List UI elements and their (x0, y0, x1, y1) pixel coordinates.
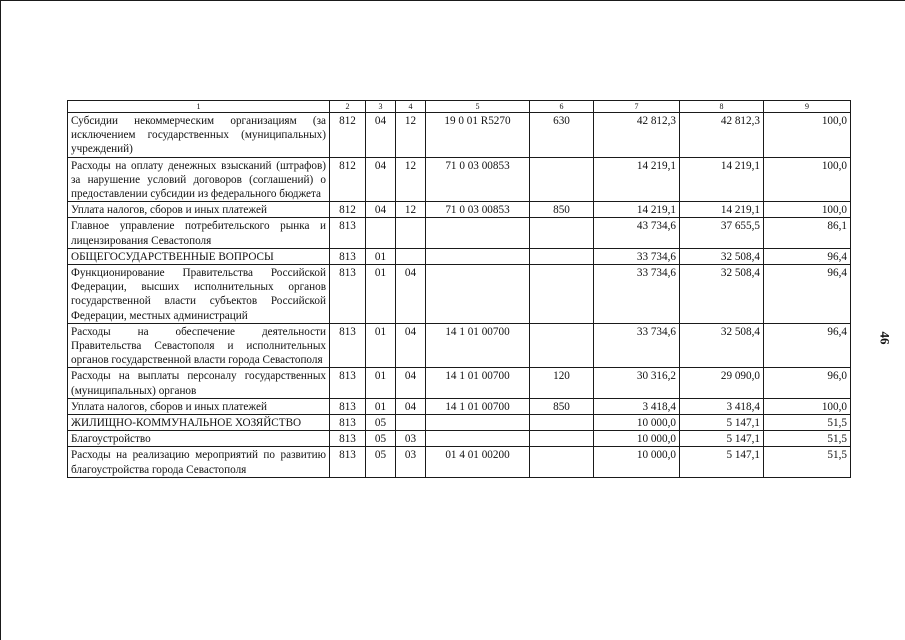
row-subsection-cell: 04 (396, 265, 426, 324)
row-actual-cell: 29 090,0 (680, 368, 764, 398)
row-target-article-cell: 14 1 01 00700 (426, 368, 530, 398)
row-actual-cell: 5 147,1 (680, 431, 764, 447)
row-subsection-cell: 12 (396, 157, 426, 202)
row-target-article-cell: 01 4 01 00200 (426, 447, 530, 477)
row-plan-cell: 3 418,4 (594, 398, 680, 414)
row-grbs-cell: 813 (330, 265, 366, 324)
row-name-cell: Функционирование Правительства Российской Федерации, высших исполнительных органов государственной власти субъектов Российской Федерации, местных администраций (68, 265, 330, 324)
row-name-cell: ЖИЛИЩНО-КОММУНАЛЬНОЕ ХОЗЯЙСТВО (68, 415, 330, 431)
row-percent-cell: 96,4 (764, 323, 851, 368)
row-subsection-cell (396, 218, 426, 248)
row-name-cell: Расходы на реализацию мероприятий по развитию благоустройства города Севастополя (68, 447, 330, 477)
row-expense-type-cell (530, 431, 594, 447)
column-header-9: 9 (764, 101, 851, 113)
row-section-cell: 05 (366, 447, 396, 477)
row-actual-cell: 14 219,1 (680, 157, 764, 202)
table-row (68, 218, 851, 248)
row-grbs-cell: 813 (330, 218, 366, 248)
column-header-8: 8 (680, 101, 764, 113)
row-percent-cell: 51,5 (764, 415, 851, 431)
table-row (68, 415, 851, 431)
table-row (68, 368, 851, 398)
row-name-cell: Расходы на выплаты персоналу государственных (муниципальных) органов (68, 368, 330, 398)
row-target-article-cell (426, 218, 530, 248)
row-percent-cell: 86,1 (764, 218, 851, 248)
row-section-cell: 01 (366, 368, 396, 398)
row-percent-cell: 96,0 (764, 368, 851, 398)
row-section-cell (366, 218, 396, 248)
row-plan-cell: 10 000,0 (594, 447, 680, 477)
row-name-cell: Субсидии некоммерческим организациям (за исключением государственных (муниципальных) учреждений) (68, 113, 330, 158)
row-expense-type-cell (530, 157, 594, 202)
row-plan-cell: 33 734,6 (594, 323, 680, 368)
row-percent-cell: 100,0 (764, 398, 851, 414)
row-subsection-cell (396, 248, 426, 264)
scan-border-left (0, 0, 1, 640)
row-grbs-cell: 813 (330, 415, 366, 431)
row-subsection-cell: 04 (396, 398, 426, 414)
row-target-article-cell (426, 265, 530, 324)
row-name-cell: Благоустройство (68, 431, 330, 447)
row-actual-cell: 37 655,5 (680, 218, 764, 248)
row-section-cell: 04 (366, 202, 396, 218)
row-actual-cell: 14 219,1 (680, 202, 764, 218)
row-section-cell: 01 (366, 398, 396, 414)
table-row (68, 248, 851, 264)
row-percent-cell: 96,4 (764, 265, 851, 324)
row-target-article-cell (426, 415, 530, 431)
row-percent-cell: 51,5 (764, 431, 851, 447)
row-target-article-cell (426, 431, 530, 447)
row-expense-type-cell (530, 265, 594, 324)
row-actual-cell: 32 508,4 (680, 248, 764, 264)
column-header-2: 2 (330, 101, 366, 113)
row-subsection-cell: 03 (396, 431, 426, 447)
row-percent-cell: 100,0 (764, 157, 851, 202)
column-header-4: 4 (396, 101, 426, 113)
column-header-3: 3 (366, 101, 396, 113)
row-section-cell: 04 (366, 113, 396, 158)
row-grbs-cell: 812 (330, 202, 366, 218)
row-name-cell: Уплата налогов, сборов и иных платежей (68, 398, 330, 414)
row-plan-cell: 42 812,3 (594, 113, 680, 158)
row-expense-type-cell: 630 (530, 113, 594, 158)
row-plan-cell: 33 734,6 (594, 265, 680, 324)
row-grbs-cell: 813 (330, 431, 366, 447)
row-actual-cell: 5 147,1 (680, 415, 764, 431)
row-grbs-cell: 813 (330, 248, 366, 264)
row-grbs-cell: 812 (330, 157, 366, 202)
row-expense-type-cell: 850 (530, 202, 594, 218)
row-expense-type-cell (530, 323, 594, 368)
row-percent-cell: 96,4 (764, 248, 851, 264)
scan-border-top (0, 0, 905, 1)
row-percent-cell: 51,5 (764, 447, 851, 477)
row-target-article-cell: 14 1 01 00700 (426, 398, 530, 414)
row-actual-cell: 32 508,4 (680, 265, 764, 324)
row-expense-type-cell: 120 (530, 368, 594, 398)
row-subsection-cell: 04 (396, 368, 426, 398)
row-subsection-cell: 12 (396, 202, 426, 218)
row-actual-cell: 42 812,3 (680, 113, 764, 158)
row-name-cell: Расходы на обеспечение деятельности Правительства Севастополя и исполнительных органов государственной власти города Севастополя (68, 323, 330, 368)
table-row (68, 113, 851, 158)
row-plan-cell: 14 219,1 (594, 202, 680, 218)
row-actual-cell: 5 147,1 (680, 447, 764, 477)
row-grbs-cell: 813 (330, 398, 366, 414)
header-row (68, 101, 851, 113)
column-header-5: 5 (426, 101, 530, 113)
table-row (68, 447, 851, 477)
budget-table (67, 100, 851, 478)
row-grbs-cell: 812 (330, 113, 366, 158)
row-section-cell: 01 (366, 323, 396, 368)
row-expense-type-cell (530, 248, 594, 264)
row-target-article-cell: 19 0 01 R5270 (426, 113, 530, 158)
column-header-6: 6 (530, 101, 594, 113)
row-expense-type-cell (530, 447, 594, 477)
row-section-cell: 05 (366, 415, 396, 431)
table-row (68, 398, 851, 414)
column-header-1: 1 (68, 101, 330, 113)
table-row (68, 431, 851, 447)
row-plan-cell: 14 219,1 (594, 157, 680, 202)
row-grbs-cell: 813 (330, 323, 366, 368)
row-section-cell: 01 (366, 248, 396, 264)
column-header-7: 7 (594, 101, 680, 113)
row-plan-cell: 43 734,6 (594, 218, 680, 248)
row-expense-type-cell (530, 415, 594, 431)
row-plan-cell: 30 316,2 (594, 368, 680, 398)
table-row (68, 157, 851, 202)
row-name-cell: Расходы на оплату денежных взысканий (штрафов) за нарушение условий договоров (соглашений) о предоставлении субсидии из федерального бюджета (68, 157, 330, 202)
table-row (68, 323, 851, 368)
row-subsection-cell: 03 (396, 447, 426, 477)
row-section-cell: 01 (366, 265, 396, 324)
page-number: 46 (877, 331, 893, 345)
row-section-cell: 04 (366, 157, 396, 202)
row-percent-cell: 100,0 (764, 113, 851, 158)
row-target-article-cell: 71 0 03 00853 (426, 202, 530, 218)
row-plan-cell: 10 000,0 (594, 431, 680, 447)
row-target-article-cell: 71 0 03 00853 (426, 157, 530, 202)
row-subsection-cell: 04 (396, 323, 426, 368)
table-body (68, 113, 851, 478)
row-expense-type-cell: 850 (530, 398, 594, 414)
row-target-article-cell: 14 1 01 00700 (426, 323, 530, 368)
table-row (68, 202, 851, 218)
row-expense-type-cell (530, 218, 594, 248)
row-plan-cell: 10 000,0 (594, 415, 680, 431)
row-name-cell: Уплата налогов, сборов и иных платежей (68, 202, 330, 218)
row-subsection-cell: 12 (396, 113, 426, 158)
row-name-cell: Главное управление потребительского рынка и лицензирования Севастополя (68, 218, 330, 248)
row-grbs-cell: 813 (330, 368, 366, 398)
table-row (68, 265, 851, 324)
row-grbs-cell: 813 (330, 447, 366, 477)
row-subsection-cell (396, 415, 426, 431)
row-target-article-cell (426, 248, 530, 264)
row-percent-cell: 100,0 (764, 202, 851, 218)
row-section-cell: 05 (366, 431, 396, 447)
row-actual-cell: 32 508,4 (680, 323, 764, 368)
row-name-cell: ОБЩЕГОСУДАРСТВЕННЫЕ ВОПРОСЫ (68, 248, 330, 264)
row-actual-cell: 3 418,4 (680, 398, 764, 414)
row-plan-cell: 33 734,6 (594, 248, 680, 264)
